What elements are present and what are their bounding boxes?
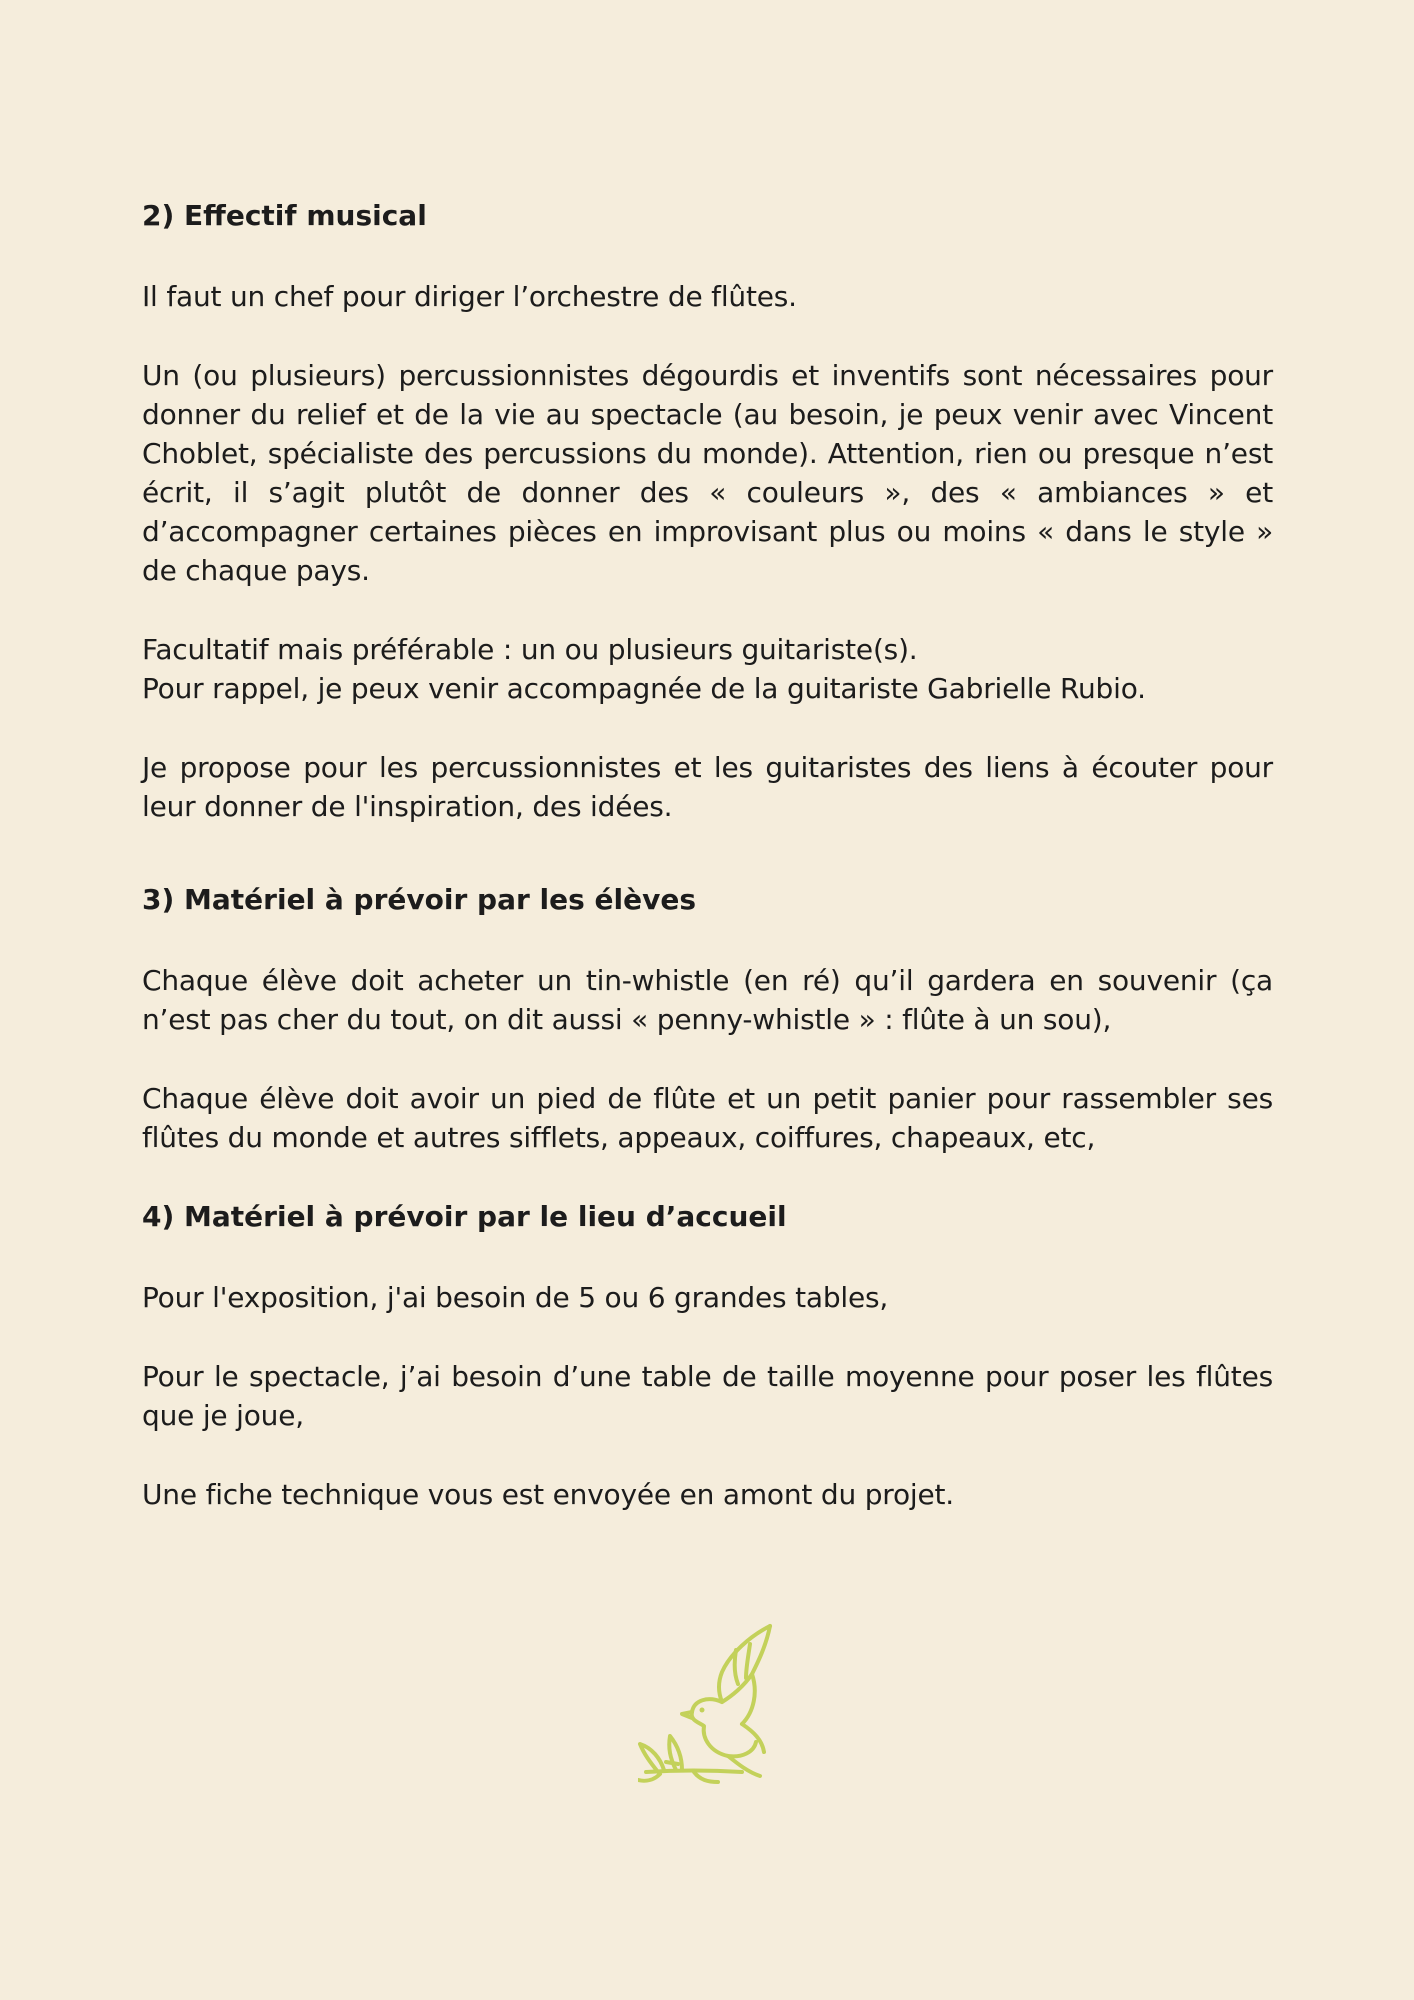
section-heading-materiel-lieu: 4) Matériel à prévoir par le lieu d’accueil — [142, 1200, 787, 1233]
dove-with-olive-branch-icon — [638, 1622, 774, 1784]
document-body — [142, 196, 1273, 1514]
section-heading-effectif: 2) Effectif musical — [142, 199, 427, 232]
paragraph-exposition: Pour l'exposition, j'ai besoin de 5 ou 6 grandes tables, — [142, 1281, 889, 1314]
paragraph-chef: Il faut un chef pour diriger l’orchestre de flûtes. — [142, 280, 797, 313]
paragraph-liens: Je propose pour les percussionnistes et les guitaristes des liens à écouter pour leur donner de l'inspiration, des idées. — [142, 751, 1273, 823]
paragraph-guitaristes: Facultatif mais préférable : un ou plusieurs guitariste(s). — [142, 633, 918, 666]
paragraph-rappel-guitariste: Pour rappel, je peux venir accompagnée de la guitariste Gabrielle Rubio. — [142, 672, 1146, 705]
paragraph-pied-de-flute: Chaque élève doit avoir un pied de flûte et un petit panier pour rassembler ses flûtes du monde et autres sifflets, appeaux, coiffures, chapeaux, etc, — [142, 1082, 1273, 1154]
paragraph-fiche-technique: Une fiche technique vous est envoyée en amont du projet. — [142, 1478, 954, 1511]
section-heading-materiel-eleves: 3) Matériel à prévoir par les élèves — [142, 883, 697, 916]
paragraph-spectacle: Pour le spectacle, j’ai besoin d’une table de taille moyenne pour poser les flûtes que je joue, — [142, 1360, 1273, 1432]
paragraph-percussionnistes: Un (ou plusieurs) percussionnistes dégourdis et inventifs sont nécessaires pour donner du relief et de la vie au spectacle (au besoin, je peux venir avec Vincent Choblet, spécialiste des percussions du monde). Attention, rien ou presque n’est écrit, il s’agit plutôt de donner des « couleurs », des « ambiances » et d’accompagner certaines pièces en improvisant plus ou moins « dans le style » de chaque pays. — [142, 359, 1273, 587]
paragraph-tin-whistle: Chaque élève doit acheter un tin-whistle (en ré) qu’il gardera en souvenir (ça n’est pas cher du tout, on dit aussi « penny-whistle » : flûte à un sou), — [142, 964, 1273, 1036]
